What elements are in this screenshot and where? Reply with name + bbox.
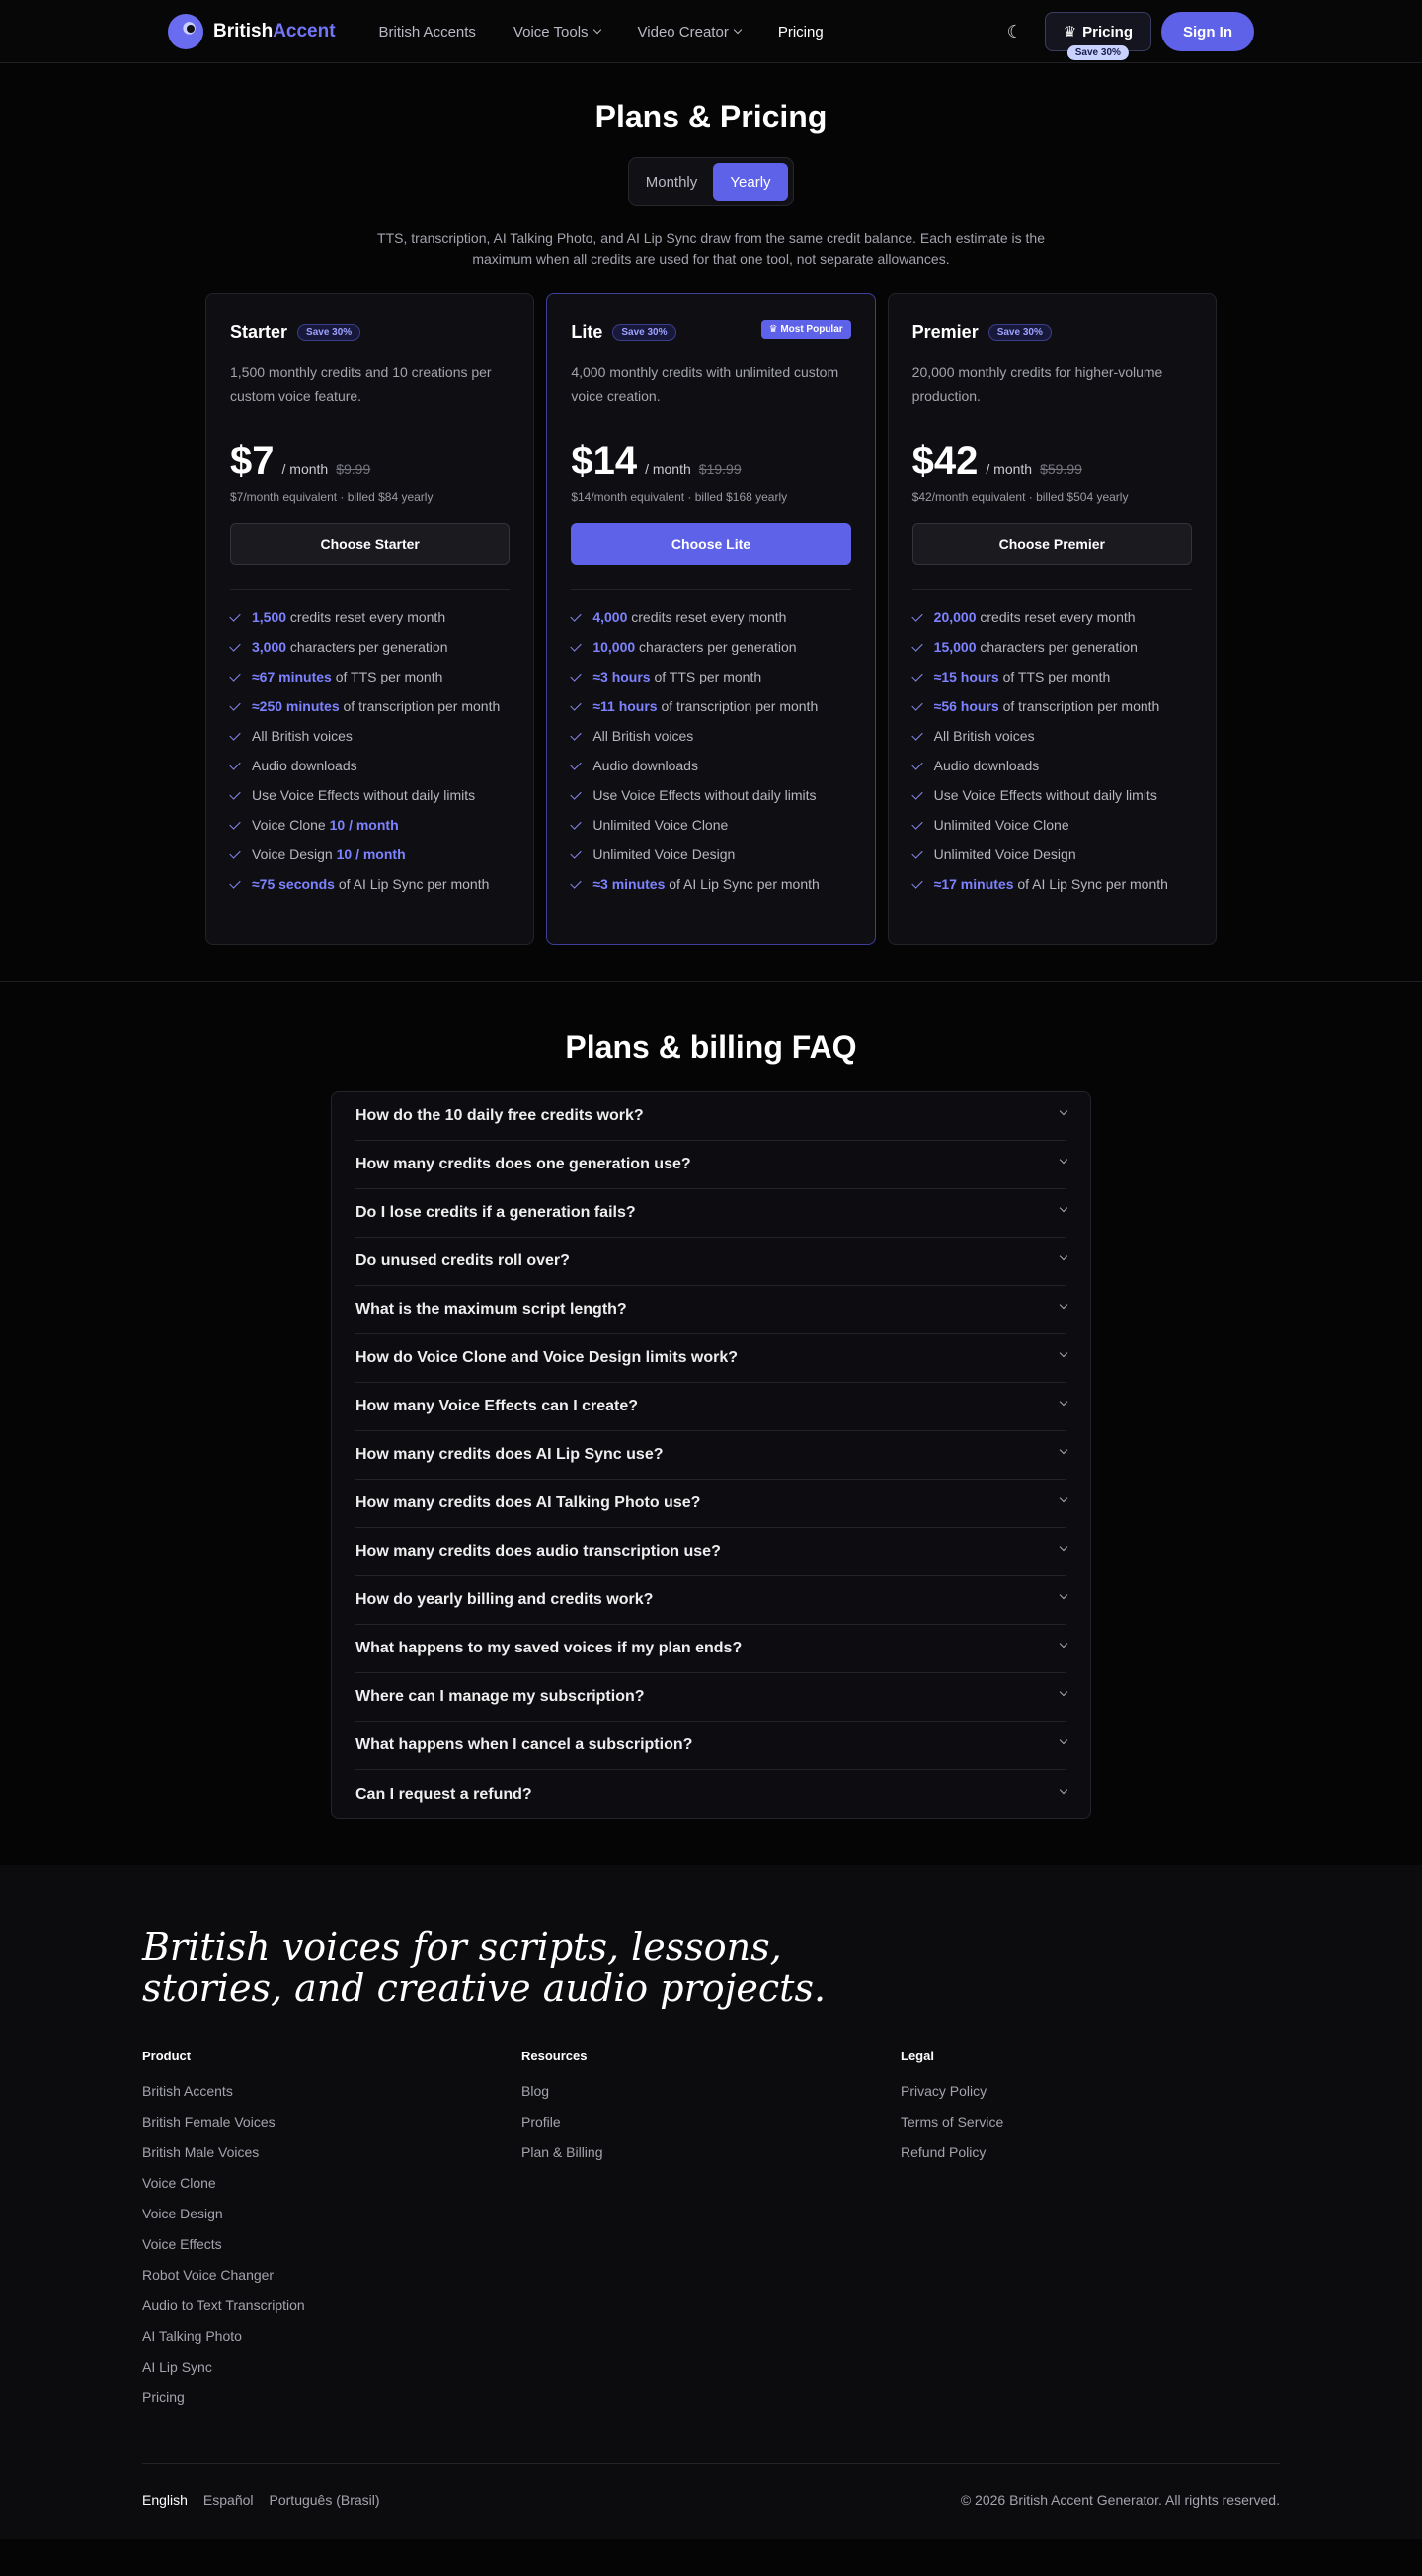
price-row — [230, 440, 510, 484]
check-icon — [229, 877, 240, 888]
feature-suffix: of AI Lip Sync per month — [665, 876, 820, 892]
chevron-down-icon — [1060, 1591, 1067, 1599]
feature-suffix: All British voices — [252, 728, 353, 744]
feature-text — [934, 874, 1168, 894]
feature-text — [592, 637, 796, 657]
feature-list — [912, 607, 1192, 894]
check-icon — [571, 847, 582, 858]
feature-suffix: characters per generation — [635, 639, 797, 655]
faq-item[interactable] — [356, 1141, 1066, 1189]
page-title: Plans & Pricing — [594, 99, 828, 134]
feature-suffix: Use Voice Effects without daily limits — [252, 787, 476, 803]
feature-text — [252, 874, 489, 894]
faq-item[interactable] — [356, 1092, 1066, 1141]
plan-name: Lite — [571, 322, 603, 342]
feature-highlight: 15,000 — [933, 639, 977, 655]
feature-item — [571, 637, 850, 657]
chevron-down-icon — [1060, 1785, 1067, 1793]
faq-item[interactable] — [356, 1625, 1066, 1673]
feature-suffix: characters per generation — [286, 639, 448, 655]
feature-item — [912, 637, 1192, 657]
plan-card-premier — [888, 293, 1217, 945]
faq-item[interactable] — [356, 1770, 1066, 1818]
feature-suffix: credits reset every month — [286, 609, 446, 625]
feature-item — [230, 845, 510, 864]
footer-link[interactable]: Blog — [521, 2083, 550, 2099]
toggle-yearly[interactable]: Yearly — [713, 163, 788, 201]
faq-question: How do the 10 daily free credits work? — [356, 1107, 644, 1124]
plan-price: $7 — [230, 440, 275, 483]
feature-suffix: All British voices — [933, 728, 1035, 744]
plan-price: $42 — [911, 440, 979, 483]
chevron-down-icon — [592, 26, 600, 34]
most-popular-label: Most Popular — [780, 324, 843, 335]
pricing-save-tag: Save 30% — [1067, 45, 1129, 60]
feature-highlight: 3,000 — [252, 639, 287, 655]
feature-highlight: 10 / month — [336, 846, 406, 862]
faq-question: How many credits does audio transcription use? — [356, 1543, 721, 1560]
nav-video-creator[interactable] — [638, 24, 741, 40]
feature-suffix: credits reset every month — [976, 609, 1136, 625]
feature-item — [230, 667, 510, 686]
crown-icon: ♛ — [768, 324, 781, 335]
footer-col-legal — [901, 2049, 1280, 2420]
divider — [912, 589, 1192, 590]
billing-toggle — [628, 157, 794, 206]
feature-highlight: ≈75 seconds — [252, 876, 335, 892]
toggle-monthly[interactable]: Monthly — [645, 173, 698, 191]
check-icon — [911, 847, 922, 858]
original-price: $19.99 — [698, 461, 742, 477]
footer-link[interactable]: Voice Design — [142, 2206, 223, 2221]
faq-question: Can I request a refund? — [356, 1785, 532, 1803]
logo-bird-icon — [168, 14, 203, 49]
feature-suffix: Unlimited Voice Clone — [933, 817, 1069, 833]
credits-disclaimer: TTS, transcription, AI Talking Photo, and AI Lip Sync draw from the same credit balance. Each estimate is the maximum when all credits are used for that one tool, not separate allowances. — [377, 230, 1045, 267]
feature-suffix: Use Voice Effects without daily limits — [933, 787, 1157, 803]
feature-suffix: of transcription per month — [339, 698, 501, 714]
pricing-button-label: Pricing — [1082, 23, 1133, 40]
save-badge: Save 30% — [988, 324, 1052, 341]
feature-item — [912, 696, 1192, 716]
divider — [571, 589, 850, 590]
check-icon — [911, 759, 922, 769]
feature-suffix: characters per generation — [976, 639, 1138, 655]
check-icon — [911, 729, 922, 740]
faq-item[interactable] — [356, 1334, 1066, 1383]
check-icon — [229, 788, 240, 799]
feature-item — [571, 696, 850, 716]
feature-item — [912, 726, 1192, 746]
feature-highlight: ≈17 minutes — [933, 876, 1014, 892]
plan-description: 4,000 monthly credits with unlimited custom voice creation. — [571, 364, 839, 404]
chevron-down-icon — [1060, 1543, 1067, 1551]
feature-highlight: ≈56 hours — [933, 698, 999, 714]
faq-question: Do I lose credits if a generation fails? — [356, 1204, 636, 1221]
chevron-down-icon — [1060, 1688, 1067, 1696]
feature-text — [252, 756, 357, 775]
feature-suffix: credits reset every month — [627, 609, 787, 625]
language-option[interactable]: Português (Brasil) — [269, 2492, 380, 2508]
feature-suffix: Unlimited Voice Clone — [592, 817, 729, 833]
footer-link[interactable]: Voice Effects — [142, 2236, 222, 2252]
plan-header — [230, 322, 510, 343]
feature-text — [934, 756, 1040, 775]
chevron-down-icon — [1060, 1156, 1067, 1164]
choose-lite-button[interactable]: Choose Lite — [571, 523, 850, 565]
check-icon — [571, 759, 582, 769]
faq-item[interactable] — [356, 1431, 1066, 1480]
feature-text — [592, 845, 735, 864]
faq-question: What happens when I cancel a subscription? — [356, 1736, 693, 1753]
feature-suffix: Audio downloads — [933, 758, 1040, 773]
feature-suffix: of TTS per month — [331, 669, 443, 684]
feature-text — [252, 607, 445, 627]
feature-suffix: Audio downloads — [592, 758, 698, 773]
chevron-down-icon — [1060, 1349, 1067, 1357]
feature-item — [571, 815, 850, 835]
faq-question: What is the maximum script length? — [356, 1301, 627, 1318]
feature-suffix: All British voices — [592, 728, 694, 744]
feature-highlight: 10 / month — [329, 817, 399, 833]
check-icon — [229, 640, 240, 651]
faq-question: How do yearly billing and credits work? — [356, 1591, 654, 1608]
footer-link[interactable]: Voice Clone — [142, 2175, 216, 2191]
save-badge: Save 30% — [297, 324, 360, 341]
plan-card-starter — [205, 293, 534, 945]
feature-text — [934, 726, 1035, 746]
feature-item — [912, 845, 1192, 864]
feature-item — [912, 874, 1192, 894]
plan-name: Premier — [911, 322, 979, 342]
divider — [230, 589, 510, 590]
footer-link[interactable]: British Male Voices — [142, 2144, 260, 2160]
feature-item — [912, 785, 1192, 805]
feature-text — [252, 667, 442, 686]
billing-note: $42/month equivalent · billed $504 yearly — [911, 490, 1129, 504]
price-period: / month — [281, 461, 329, 477]
nav-british-accents[interactable]: British Accents — [378, 23, 476, 40]
footer-link[interactable]: Pricing — [142, 2389, 185, 2405]
original-price: $9.99 — [336, 461, 371, 477]
check-icon — [911, 788, 922, 799]
check-icon — [571, 640, 582, 651]
feature-suffix: of transcription per month — [998, 698, 1160, 714]
feature-item — [230, 785, 510, 805]
check-icon — [229, 610, 240, 621]
feature-item — [230, 607, 510, 627]
feature-suffix: Audio downloads — [252, 758, 357, 773]
check-icon — [911, 818, 922, 829]
footer-link[interactable]: British Accents — [142, 2083, 233, 2099]
feature-suffix: Unlimited Voice Design — [933, 846, 1076, 862]
chevron-down-icon — [1060, 1398, 1067, 1406]
price-period: / month — [986, 461, 1033, 477]
faq-question: How many credits does AI Lip Sync use? — [356, 1446, 664, 1463]
pricing-section — [0, 63, 1422, 982]
feature-item — [571, 845, 850, 864]
crown-icon: ♛ — [1063, 24, 1077, 40]
nav-voice-tools[interactable] — [514, 24, 600, 40]
footer-link[interactable]: AI Talking Photo — [142, 2328, 242, 2344]
feature-highlight: ≈250 minutes — [252, 698, 340, 714]
original-price: $59.99 — [1040, 461, 1082, 477]
chevron-down-icon — [1060, 1736, 1067, 1744]
feature-prefix: Voice Clone — [252, 817, 330, 833]
footer-link[interactable]: Refund Policy — [901, 2144, 987, 2160]
price-period: / month — [645, 461, 691, 477]
check-icon — [911, 640, 922, 651]
feature-highlight: ≈15 hours — [933, 669, 999, 684]
faq-item[interactable] — [356, 1673, 1066, 1722]
chevron-down-icon — [1060, 1446, 1067, 1454]
plan-price: $14 — [571, 440, 638, 483]
feature-suffix: of TTS per month — [998, 669, 1111, 684]
feature-highlight: ≈3 hours — [592, 669, 651, 684]
feature-suffix: of transcription per month — [657, 698, 819, 714]
faq-item[interactable] — [356, 1528, 1066, 1576]
feature-item — [571, 726, 850, 746]
chevron-down-icon — [1060, 1640, 1067, 1648]
check-icon — [571, 729, 582, 740]
faq-section — [0, 982, 1422, 1865]
check-icon — [911, 699, 922, 710]
feature-suffix: Use Voice Effects without daily limits — [592, 787, 817, 803]
nav-voice-tools-label: Voice Tools — [513, 23, 589, 40]
language-option[interactable]: Español — [202, 2492, 254, 2508]
sign-in-button[interactable]: Sign In — [1161, 12, 1254, 51]
feature-item — [912, 815, 1192, 835]
feature-item — [230, 815, 510, 835]
feature-suffix: of AI Lip Sync per month — [1013, 876, 1168, 892]
feature-text — [934, 637, 1138, 657]
copyright: © 2026 British Accent Generator. All rights reserved. — [960, 2492, 1280, 2508]
feature-text — [592, 607, 786, 627]
footer-link[interactable]: Plan & Billing — [521, 2144, 603, 2160]
language-switcher — [142, 2492, 380, 2508]
check-icon — [229, 759, 240, 769]
feature-text — [934, 607, 1136, 627]
faq-question: What happens to my saved voices if my plan ends? — [356, 1640, 743, 1656]
plan-name: Starter — [230, 322, 288, 342]
feature-highlight: ≈67 minutes — [252, 669, 332, 684]
footer-link[interactable]: Robot Voice Changer — [142, 2267, 275, 2283]
billing-note: $14/month equivalent · billed $168 yearly — [571, 490, 788, 504]
language-option[interactable]: English — [142, 2492, 188, 2508]
logo-text: British — [213, 21, 274, 41]
feature-highlight: 4,000 — [592, 609, 628, 625]
faq-item[interactable] — [356, 1189, 1066, 1238]
check-icon — [571, 610, 582, 621]
faq-item[interactable] — [356, 1286, 1066, 1334]
faq-question: Do unused credits roll over? — [356, 1252, 570, 1269]
feature-item — [230, 637, 510, 657]
feature-item — [571, 667, 850, 686]
feature-text — [934, 845, 1076, 864]
feature-item — [571, 607, 850, 627]
check-icon — [229, 729, 240, 740]
nav-video-creator-label: Video Creator — [637, 23, 729, 40]
feature-item — [230, 726, 510, 746]
check-icon — [571, 818, 582, 829]
feature-prefix: Voice Design — [252, 846, 337, 862]
feature-text — [592, 726, 693, 746]
footer-col-title: Resources — [521, 2049, 588, 2063]
feature-text — [934, 696, 1160, 716]
faq-item[interactable] — [356, 1480, 1066, 1528]
price-row — [912, 440, 1192, 484]
faq-question: How do Voice Clone and Voice Design limits work? — [356, 1349, 739, 1366]
feature-text — [252, 845, 406, 864]
plan-description: 1,500 monthly credits and 10 creations per custom voice feature. — [230, 364, 492, 404]
chevron-down-icon — [1060, 1204, 1067, 1212]
feature-text — [934, 667, 1111, 686]
check-icon — [229, 818, 240, 829]
feature-item — [571, 785, 850, 805]
plan-description: 20,000 monthly credits for higher-volume production. — [911, 364, 1163, 404]
feature-highlight: ≈11 hours — [592, 698, 658, 714]
feature-text — [252, 637, 447, 657]
feature-highlight: 1,500 — [252, 609, 287, 625]
logo[interactable] — [168, 14, 336, 49]
feature-text — [592, 815, 728, 835]
feature-text — [592, 696, 818, 716]
footer-link[interactable]: Audio to Text Transcription — [142, 2297, 305, 2313]
faq-list — [331, 1091, 1091, 1819]
check-icon — [911, 610, 922, 621]
footer-link[interactable]: Privacy Policy — [901, 2083, 988, 2099]
check-icon — [571, 788, 582, 799]
faq-title: Plans & billing FAQ — [565, 1029, 857, 1065]
chevron-down-icon — [1060, 1494, 1067, 1502]
faq-question: How many Voice Effects can I create? — [356, 1398, 639, 1414]
feature-text — [252, 785, 475, 805]
check-icon — [571, 699, 582, 710]
footer-col-product — [142, 2049, 521, 2420]
faq-question: How many credits does AI Talking Photo use? — [356, 1494, 701, 1511]
feature-list — [571, 607, 850, 894]
chevron-down-icon — [734, 26, 742, 34]
feature-item — [571, 874, 850, 894]
feature-highlight: 10,000 — [592, 639, 636, 655]
check-icon — [911, 877, 922, 888]
check-icon — [229, 670, 240, 681]
plan-header — [912, 322, 1192, 343]
plan-cards — [205, 293, 1217, 945]
save-badge: Save 30% — [612, 324, 675, 341]
theme-toggle-moon-icon[interactable]: ☾ — [1006, 21, 1023, 41]
footer-link[interactable]: AI Lip Sync — [142, 2359, 212, 2375]
feature-text — [934, 815, 1069, 835]
feature-text — [592, 667, 761, 686]
feature-suffix: of TTS per month — [650, 669, 762, 684]
feature-item — [912, 667, 1192, 686]
check-icon — [229, 847, 240, 858]
feature-suffix: Unlimited Voice Design — [592, 846, 736, 862]
chevron-down-icon — [1060, 1107, 1067, 1115]
faq-question: Where can I manage my subscription? — [356, 1688, 645, 1705]
footer-col-title: Product — [142, 2049, 192, 2063]
footer-link[interactable]: Profile — [521, 2114, 561, 2130]
logo-text-accent: Accent — [273, 21, 336, 41]
faq-item[interactable] — [356, 1238, 1066, 1286]
check-icon — [911, 670, 922, 681]
feature-list — [230, 607, 510, 894]
feature-item — [912, 607, 1192, 627]
feature-highlight: ≈3 minutes — [592, 876, 666, 892]
footer-col-resources — [521, 2049, 901, 2420]
faq-item[interactable] — [356, 1383, 1066, 1431]
feature-text — [252, 726, 353, 746]
feature-text — [252, 696, 500, 716]
plan-card-lite — [546, 293, 875, 945]
choose-starter-button[interactable]: Choose Starter — [230, 523, 510, 565]
top-nav — [0, 0, 1422, 63]
feature-text — [934, 785, 1157, 805]
feature-highlight: 20,000 — [933, 609, 977, 625]
price-row — [571, 440, 850, 484]
chevron-down-icon — [1060, 1301, 1067, 1309]
most-popular-badge — [761, 320, 851, 339]
feature-item — [230, 696, 510, 716]
feature-item — [912, 756, 1192, 775]
footer-bottom — [142, 2463, 1280, 2508]
feature-text — [252, 815, 399, 835]
billing-note: $7/month equivalent · billed $84 yearly — [230, 490, 434, 504]
footer-link[interactable]: British Female Voices — [142, 2114, 276, 2130]
footer-tagline: British voices for scripts, lessons, stories, and creative audio projects. — [142, 1925, 827, 2010]
check-icon — [229, 699, 240, 710]
feature-item — [230, 874, 510, 894]
footer-link[interactable]: Terms of Service — [901, 2114, 1004, 2130]
feature-text — [592, 874, 819, 894]
check-icon — [571, 670, 582, 681]
faq-item[interactable] — [356, 1576, 1066, 1625]
nav-pricing[interactable]: Pricing — [777, 23, 824, 40]
feature-item — [230, 756, 510, 775]
feature-item — [571, 756, 850, 775]
choose-premier-button[interactable]: Choose Premier — [912, 523, 1192, 565]
pricing-button[interactable] — [1045, 12, 1151, 58]
faq-question: How many credits does one generation use? — [356, 1156, 691, 1172]
faq-item[interactable] — [356, 1722, 1066, 1770]
footer-col-title: Legal — [901, 2049, 934, 2063]
feature-text — [592, 785, 816, 805]
feature-text — [592, 756, 698, 775]
footer — [0, 1865, 1422, 2539]
check-icon — [571, 877, 582, 888]
feature-suffix: of AI Lip Sync per month — [334, 876, 490, 892]
chevron-down-icon — [1060, 1252, 1067, 1260]
footer-columns — [142, 2049, 1280, 2420]
